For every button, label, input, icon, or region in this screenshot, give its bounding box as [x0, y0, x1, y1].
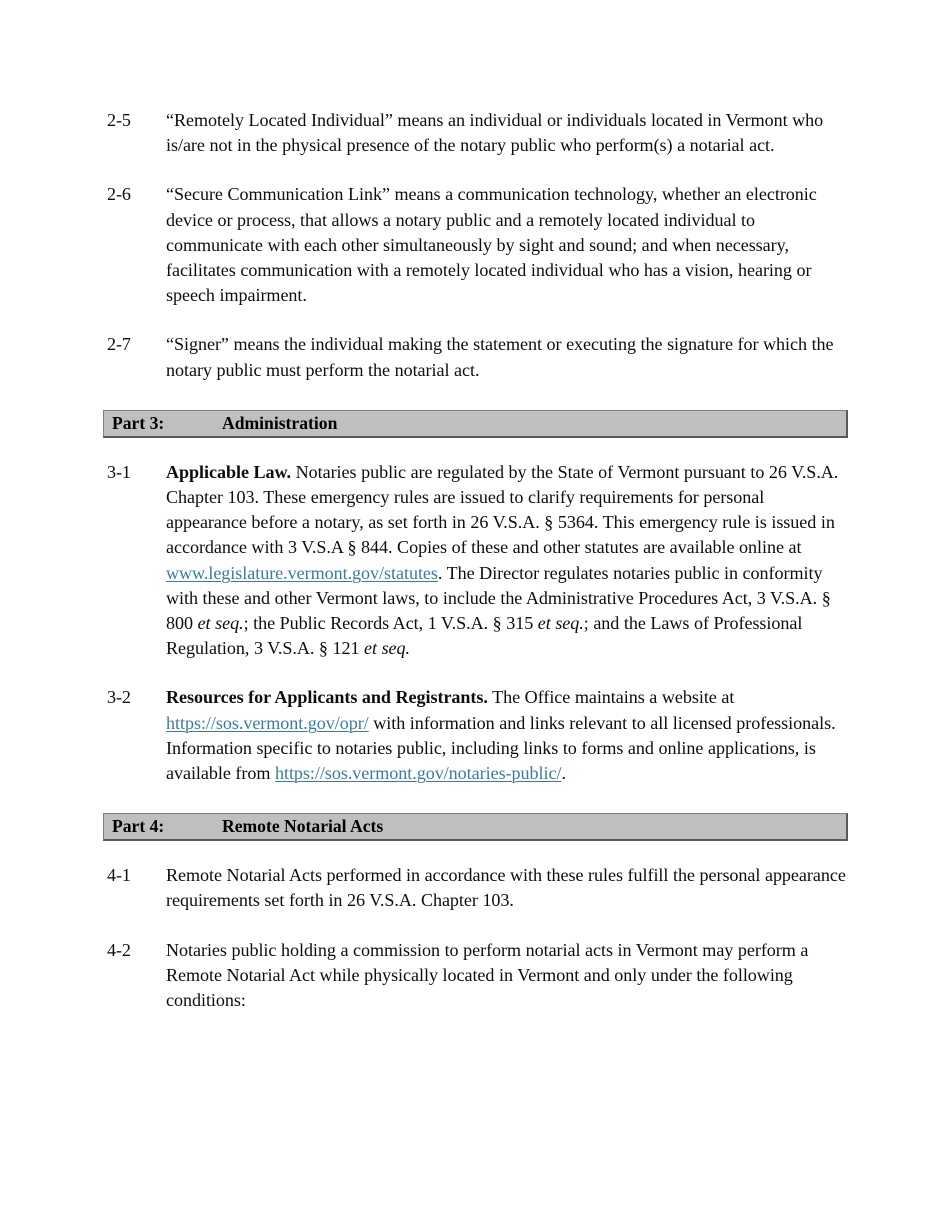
- italic-et-seq: et seq.: [537, 613, 584, 634]
- clause-text-segment: ; the Public Records Act, 1 V.S.A. § 315: [243, 613, 538, 634]
- clause-2-6: [107, 182, 849, 308]
- part-3-header-wrapper: [107, 410, 849, 438]
- clause-number: 2-6: [107, 184, 131, 205]
- clause-text-segment: The Office maintains a website at: [487, 687, 735, 708]
- clause-text: [166, 460, 849, 662]
- document-content: [107, 108, 849, 1037]
- clause-lead-in: Applicable Law.: [166, 461, 292, 482]
- clause-number: 4-1: [107, 865, 131, 886]
- clause-text: “Signer” means the individual making the statement or executing the signature for which the notary public must perform the notarial act.: [166, 334, 834, 380]
- opr-website-link[interactable]: https://sos.vermont.gov/opr/: [166, 712, 369, 733]
- clause-text: Notaries public holding a commission to perform notarial acts in Vermont may perform a Remote Notarial Act while physically located in Vermont and only under the following conditions:: [166, 939, 809, 1011]
- clause-lead-in: Resources for Applicants and Registrants.: [166, 687, 488, 708]
- part-3-title: Administration: [222, 412, 338, 433]
- part-4-title: Remote Notarial Acts: [222, 816, 384, 837]
- italic-et-seq: et seq.: [364, 638, 411, 659]
- clause-text-segment: . The Director regulates notaries public in conformity with these and other Vermont laws, to include the Administrative Procedures Act, 3 V.S.A. § 800: [166, 562, 831, 634]
- clause-text-segment: .: [561, 763, 566, 784]
- notaries-public-link[interactable]: https://sos.vermont.gov/notaries-public/: [274, 763, 562, 784]
- statutes-link[interactable]: www.legislature.vermont.gov/statutes: [166, 562, 438, 583]
- clause-text-segment: ; and the Laws of Professional Regulation, 3 V.S.A. § 121: [166, 613, 803, 659]
- clause-4-1: [107, 863, 849, 913]
- clause-text: “Remotely Located Individual” means an individual or individuals located in Vermont who is/are not in the physical presence of the notary public who perform(s) a notarial act.: [166, 110, 824, 156]
- part-3-label: Part 3:: [112, 412, 165, 433]
- clause-4-2: [107, 938, 849, 1014]
- part-4-header-wrapper: [107, 813, 849, 841]
- italic-et-seq: et seq.: [197, 613, 244, 634]
- clause-text: [166, 685, 849, 786]
- part-3-header-bar: [103, 410, 848, 438]
- clause-number: 4-2: [107, 939, 131, 960]
- clause-2-7: [107, 332, 849, 382]
- clause-text-segment: Notaries public are regulated by the State of Vermont pursuant to 26 V.S.A. Chapter 103. These emergency rules are issued to clarify requirements for personal appearance before a notary, as set forth in 26 V.S.A. § 5364. This emergency rule is issued in accordance with 3 V.S.A § 844. Copies of these and other statutes are available online at: [166, 461, 839, 558]
- clause-3-2: [107, 685, 849, 786]
- clause-text: Remote Notarial Acts performed in accordance with these rules fulfill the personal appearance requirements set forth in 26 V.S.A. Chapter 103.: [166, 865, 846, 911]
- clause-text-segment: with information and links relevant to all licensed professionals. Information specific to notaries public, including links to forms and online applications, is available from: [166, 712, 836, 784]
- clause-2-5: [107, 108, 849, 158]
- part-4-header-bar: [103, 813, 848, 841]
- clause-number: 2-7: [107, 334, 131, 355]
- part-4-label: Part 4:: [112, 816, 165, 837]
- clause-number: 3-2: [107, 687, 131, 708]
- clause-text: “Secure Communication Link” means a communication technology, whether an electronic device or process, that allows a notary public and a remotely located individual to communicate with each other simultaneously by sight and sound; and when necessary, facilitates communication with a remotely located individual who has a vision, hearing or speech impairment.: [166, 184, 817, 306]
- clause-number: 2-5: [107, 110, 131, 130]
- clause-number: 3-1: [107, 461, 131, 482]
- clause-3-1: [107, 460, 849, 662]
